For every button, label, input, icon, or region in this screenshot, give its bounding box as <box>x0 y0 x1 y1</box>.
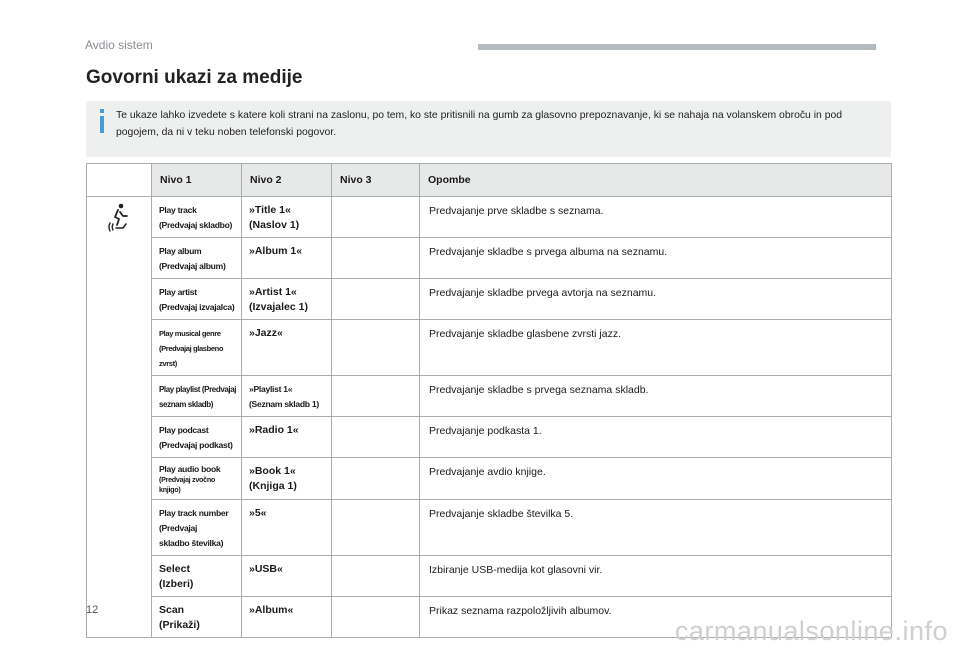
command-level-2: »Album« <box>242 597 332 638</box>
page-number: 12 <box>86 604 99 616</box>
command-level-2: »Album 1« <box>242 238 332 279</box>
command-level-3 <box>332 238 420 279</box>
table-row <box>87 320 892 376</box>
command-note: Predvajanje avdio knjige. <box>420 458 892 500</box>
table-row <box>87 238 892 279</box>
table-row <box>87 500 892 556</box>
command-level-1: Play track number (Predvajaj skladbo številka) <box>152 500 242 556</box>
command-level-3 <box>332 556 420 597</box>
voice-commands-table <box>86 163 892 638</box>
table-row <box>87 197 892 238</box>
icon-column-header <box>87 164 152 197</box>
command-level-2: »Playlist 1« (Seznam skladb 1) <box>242 376 332 417</box>
command-level-2: »USB« <box>242 556 332 597</box>
command-note: Predvajanje skladbe s prvega albuma na seznamu. <box>420 238 892 279</box>
watermark: carmanualsonline.info <box>674 616 948 646</box>
command-level-3 <box>332 197 420 238</box>
table-row <box>87 279 892 320</box>
command-level-1: Play track (Predvajaj skladbo) <box>152 197 242 238</box>
command-level-1: Play musical genre (Predvajaj glasbeno zvrst) <box>152 320 242 376</box>
page-title: Govorni ukazi za medije <box>86 67 303 88</box>
table-row <box>87 458 892 500</box>
command-note: Izbiranje USB-medija kot glasovni vir. <box>420 556 892 597</box>
command-level-3 <box>332 417 420 458</box>
info-box <box>86 101 891 157</box>
command-level-3 <box>332 597 420 638</box>
command-level-1: Play artist (Predvajaj izvajalca) <box>152 279 242 320</box>
command-note: Predvajanje skladbe glasbene zvrsti jazz. <box>420 320 892 376</box>
command-level-3 <box>332 279 420 320</box>
info-icon <box>95 109 109 133</box>
command-level-3 <box>332 376 420 417</box>
header-nivo-1: Nivo 1 <box>152 164 242 197</box>
command-level-2: »Artist 1« (Izvajalec 1) <box>242 279 332 320</box>
command-note: Predvajanje skladbe s prvega seznama skladb. <box>420 376 892 417</box>
table-row <box>87 376 892 417</box>
icon-cell <box>87 197 152 638</box>
command-level-2: »Book 1« (Knjiga 1) <box>242 458 332 500</box>
command-note: Predvajanje podkasta 1. <box>420 417 892 458</box>
command-note: Predvajanje prve skladbe s seznama. <box>420 197 892 238</box>
command-level-2: »5« <box>242 500 332 556</box>
header-bar <box>478 44 876 50</box>
table-row <box>87 417 892 458</box>
voice-command-icon <box>107 203 131 233</box>
command-level-2: »Title 1« (Naslov 1) <box>242 197 332 238</box>
command-level-1: Play audio book (Predvajaj zvočno knjigo) <box>152 458 242 500</box>
command-note: Predvajanje skladbe številka 5. <box>420 500 892 556</box>
table-row <box>87 556 892 597</box>
command-level-1: Select (Izberi) <box>152 556 242 597</box>
table-header-row <box>87 164 892 197</box>
command-level-2: »Radio 1« <box>242 417 332 458</box>
command-level-1: Play album (Predvajaj album) <box>152 238 242 279</box>
command-level-1: Play podcast (Predvajaj podkast) <box>152 417 242 458</box>
command-level-1: Play playlist (Predvajaj seznam skladb) <box>152 376 242 417</box>
section-header: Avdio sistem <box>85 38 153 52</box>
command-level-3 <box>332 458 420 500</box>
header-nivo-2: Nivo 2 <box>242 164 332 197</box>
command-note: Predvajanje skladbe prvega avtorja na seznamu. <box>420 279 892 320</box>
header-nivo-3: Nivo 3 <box>332 164 420 197</box>
command-note: Prikaz seznama razpoložljivih albumov. <box>420 597 892 638</box>
command-level-3 <box>332 500 420 556</box>
command-level-2: »Jazz« <box>242 320 332 376</box>
header-opombe: Opombe <box>420 164 892 197</box>
command-level-3 <box>332 320 420 376</box>
command-level-1: Scan (Prikaži) <box>152 597 242 638</box>
info-text: Te ukaze lahko izvedete s katere koli strani na zaslonu, po tem, ko ste pritisnili na gumb za glasovno prepoznavanje, ki se nahaja na volanskem obroču in pod pogojem, da ni v teku noben telefonski pogovor. <box>116 110 843 138</box>
